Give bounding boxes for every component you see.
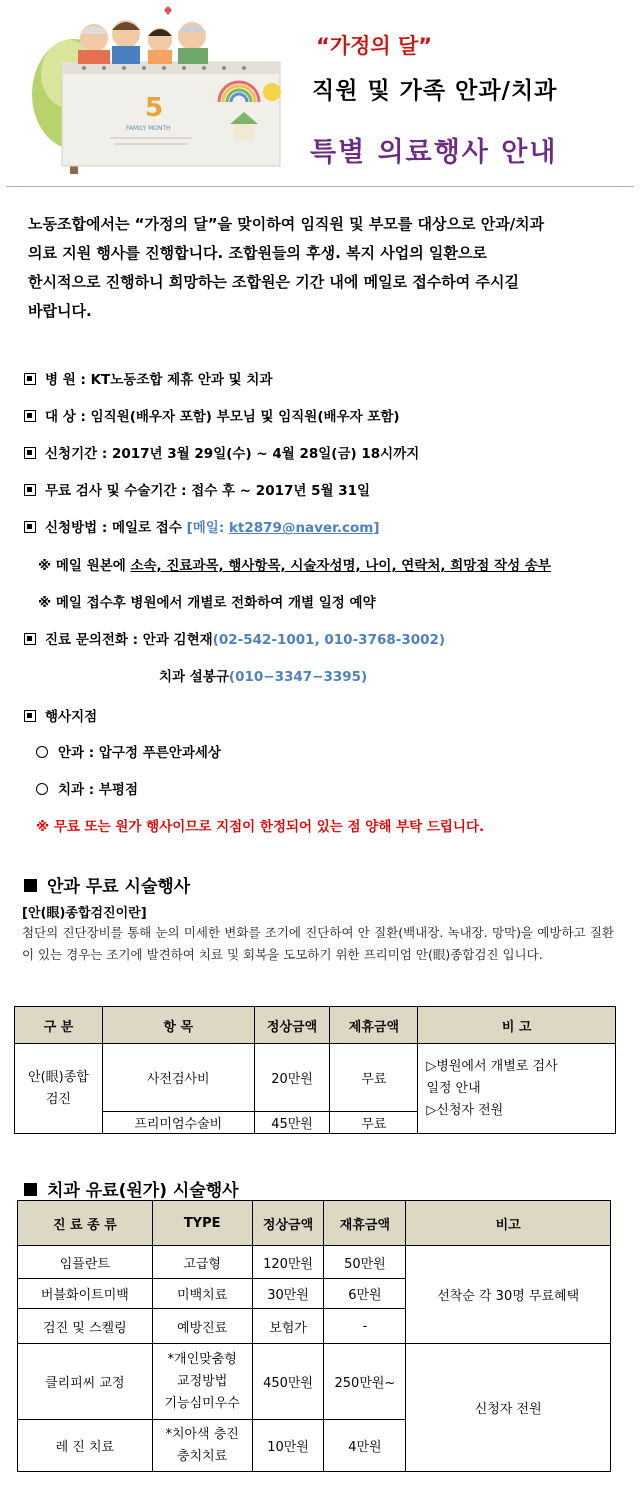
info-contact-dental bbox=[159, 665, 367, 685]
kind-cell: 검진 및 스켈링 bbox=[18, 1309, 153, 1344]
info-hospital-text: 병 원 : KT노동조합 제휴 안과 및 치과 bbox=[45, 372, 273, 388]
dental-section-title: 치과 유료(원가) 시술행사 bbox=[47, 1181, 239, 1201]
item-cell: 프리미엄수술비 bbox=[102, 1112, 254, 1134]
info-contact bbox=[24, 628, 445, 648]
normal-price-cell: 20만원 bbox=[254, 1044, 330, 1112]
table-header-row bbox=[15, 1007, 616, 1044]
title-quote: “가정의 달” bbox=[316, 34, 433, 58]
partner-price-cell: 4만원 bbox=[324, 1420, 406, 1472]
partner-price-cell: 250만원~ bbox=[324, 1344, 406, 1420]
black-square-icon bbox=[24, 879, 37, 892]
email-bracket: [메일: bbox=[186, 520, 229, 536]
header-divider bbox=[6, 186, 634, 187]
square-bullet-icon bbox=[24, 521, 36, 533]
eye-section-title: 안과 무료 시술행사 bbox=[47, 877, 191, 897]
note-line: 일정 안내 bbox=[426, 1080, 481, 1096]
eye-section-heading bbox=[24, 872, 190, 897]
table-header: 정상금액 bbox=[252, 1201, 324, 1246]
kind-cell: 레 진 치료 bbox=[18, 1420, 153, 1472]
type-cell: 미백치료 bbox=[152, 1279, 252, 1309]
table-header: 비고 bbox=[406, 1201, 611, 1246]
branch-dental-text: 치과 : 부평점 bbox=[58, 782, 139, 798]
normal-price-cell: 120만원 bbox=[252, 1246, 324, 1279]
circle-bullet-icon bbox=[36, 746, 48, 758]
partner-price-cell: 무료 bbox=[330, 1044, 418, 1112]
info-free-period bbox=[24, 479, 370, 499]
table-header: 제휴금액 bbox=[330, 1007, 418, 1044]
eye-exam-description: 첨단의 진단장비를 통해 눈의 미세한 변화를 조기에 진단하여 안 질환(백내장. 녹내장. 망막)을 예방하고 질환이 있는 경우는 조기에 발견하여 치료 및 회복을 도모하기 위한 프리미엄 안(眼)종합검진 입니다. bbox=[22, 925, 614, 962]
branch-dental bbox=[36, 778, 138, 798]
dental-note-cell: 신청자 전원 bbox=[406, 1344, 611, 1472]
intro-line: 의료 지원 행사를 진행합니다. 조합원들의 후생. 복지 사업의 일환으로 bbox=[28, 244, 487, 262]
table-header: 재휴금액 bbox=[324, 1201, 406, 1246]
note-line: ▷신청자 전원 bbox=[426, 1102, 504, 1118]
branch-eye-text: 안과 : 압구정 푸른안과세상 bbox=[58, 745, 221, 761]
dental-note-cell: 선착순 각 30명 무료혜택 bbox=[406, 1246, 611, 1344]
table-header-row bbox=[18, 1201, 611, 1246]
title-subject: 직원 및 가족 안과/치과 bbox=[312, 78, 558, 104]
square-bullet-icon bbox=[24, 633, 36, 645]
intro-line: 한시적으로 진행하니 희망하는 조합원은 기간 내에 메일로 접수하여 주시길 bbox=[28, 273, 519, 291]
normal-price-cell: 30만원 bbox=[252, 1279, 324, 1309]
table-header: 정상금액 bbox=[254, 1007, 330, 1044]
normal-price-cell: 보험가 bbox=[252, 1309, 324, 1344]
partner-price-cell: 무료 bbox=[330, 1112, 418, 1134]
email-link[interactable]: kt2879@naver.com bbox=[228, 520, 374, 536]
note-line: ▷병원에서 개별로 검사 bbox=[426, 1058, 558, 1074]
dental-section-heading bbox=[24, 1176, 239, 1201]
normal-price-cell: 45만원 bbox=[254, 1112, 330, 1134]
partner-price-cell: 50만원 bbox=[324, 1246, 406, 1279]
table-header: 진 료 종 류 bbox=[18, 1201, 153, 1246]
info-note-schedule bbox=[38, 591, 376, 611]
info-target bbox=[24, 405, 400, 425]
type-cell: 고급형 bbox=[152, 1246, 252, 1279]
black-square-icon bbox=[24, 1183, 37, 1196]
partner-price-cell: 6만원 bbox=[324, 1279, 406, 1309]
square-bullet-icon bbox=[24, 410, 36, 422]
page-title: 특별 의료행사 안내 bbox=[310, 137, 558, 168]
branch-notice: ※ 무료 또는 원가 행사이므로 지점이 한정되어 있는 점 양해 부탁 드립니다. bbox=[36, 819, 485, 835]
circle-bullet-icon bbox=[36, 783, 48, 795]
square-bullet-icon bbox=[24, 373, 36, 385]
calendar-caption: FAMILY MONTH bbox=[126, 125, 171, 132]
table-header: 비 고 bbox=[418, 1007, 616, 1044]
info-apply-period bbox=[24, 442, 419, 462]
info-apply-period-text: 신청기간 : 2017년 3월 29일(수) ~ 4월 28일(금) 18시까지 bbox=[45, 446, 420, 462]
square-bullet-icon bbox=[24, 484, 36, 496]
info-method bbox=[24, 516, 380, 536]
email-bracket: ] bbox=[373, 520, 380, 536]
calendar-number: 5 bbox=[145, 93, 164, 123]
branch-eye bbox=[36, 741, 221, 761]
note-text: ※ 메일 원본에 bbox=[38, 558, 131, 574]
type-cell: *개인맞춤형 교정방법 기능심미우수 bbox=[152, 1344, 252, 1420]
kind-cell: 클리피씨 교정 bbox=[18, 1344, 153, 1420]
eye-event-table bbox=[14, 1006, 616, 1134]
dental-event-table bbox=[17, 1200, 611, 1472]
table-row bbox=[18, 1246, 611, 1279]
square-bullet-icon bbox=[24, 447, 36, 459]
intro-line: 노동조합에서는 “가정의 달”을 맞이하여 임직원 및 부모를 대상으로 안과/치과 bbox=[28, 215, 545, 233]
info-method-text: 신청방법 : 메일로 접수 bbox=[45, 520, 187, 536]
contact-eye-phone: (02-542-1001, 010-3768-3002) bbox=[212, 632, 446, 648]
intro-line: 바랍니다. bbox=[28, 302, 92, 320]
kind-cell: 임플란트 bbox=[18, 1246, 153, 1279]
family-month-illustration bbox=[14, 4, 304, 180]
kind-cell: 버블화이트미백 bbox=[18, 1279, 153, 1309]
intro-paragraph bbox=[28, 210, 598, 326]
normal-price-cell: 10만원 bbox=[252, 1420, 324, 1472]
table-header: 항 목 bbox=[102, 1007, 254, 1044]
eye-note-cell bbox=[418, 1044, 616, 1134]
contact-dental-label: 치과 설봉규 bbox=[159, 669, 229, 685]
table-row bbox=[15, 1044, 616, 1112]
contact-dental-phone: (010−3347−3395) bbox=[228, 669, 368, 685]
contact-eye-label: 진료 문의전화 : 안과 김현재 bbox=[45, 632, 213, 648]
item-cell: 사전검사비 bbox=[102, 1044, 254, 1112]
info-target-text: 대 상 : 임직원(배우자 포함) 부모님 및 임직원(배우자 포함) bbox=[45, 409, 400, 425]
note-text: ※ 메일 접수후 병원에서 개별로 전화하여 개별 일정 예약 bbox=[38, 595, 376, 611]
normal-price-cell: 450만원 bbox=[252, 1344, 324, 1420]
table-header: 구 분 bbox=[15, 1007, 103, 1044]
type-cell: 예방진료 bbox=[152, 1309, 252, 1344]
info-hospital bbox=[24, 368, 273, 388]
eye-exam-subheading: [안(眼)종합검진이란] bbox=[22, 906, 147, 921]
info-free-period-text: 무료 검사 및 수술기간 : 접수 후 ~ 2017년 5월 31일 bbox=[45, 483, 371, 499]
branches-label: 행사지점 bbox=[45, 709, 98, 725]
table-header: TYPE bbox=[152, 1201, 252, 1246]
square-bullet-icon bbox=[24, 710, 36, 722]
note-underlined-text: 소속, 진료과목, 행사항목, 시술자성명, 나이, 연락처, 희망점 작성 송부 bbox=[130, 558, 551, 574]
info-branches bbox=[24, 705, 97, 725]
table-row bbox=[18, 1344, 611, 1420]
eye-category-cell: 안(眼)종합 검진 bbox=[15, 1044, 103, 1134]
partner-price-cell: - bbox=[324, 1309, 406, 1344]
type-cell: *치아색 충진 충치치료 bbox=[152, 1420, 252, 1472]
info-note-mail-contents bbox=[38, 554, 551, 574]
